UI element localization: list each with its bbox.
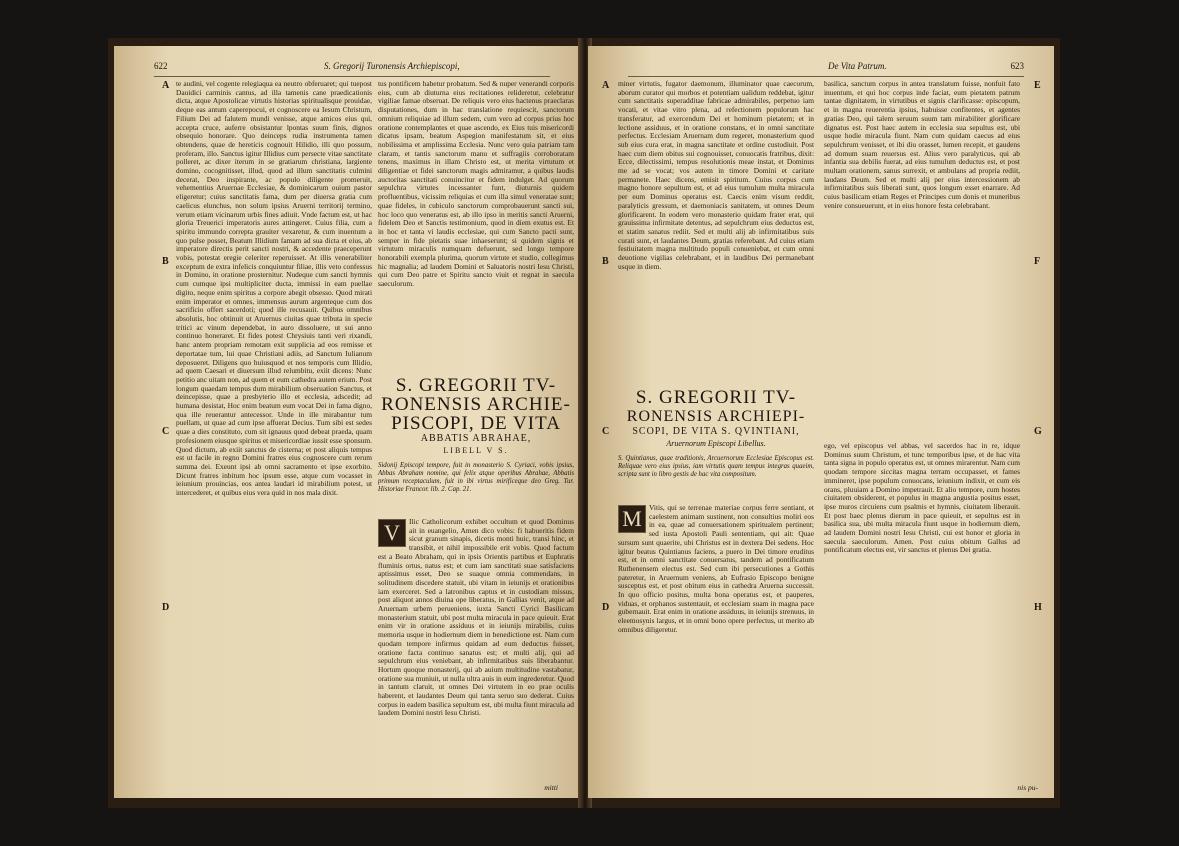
- left-col2-top-text: tus pontificem habetur probatum. Sed & nuper venerandi corporis eius, cum ab diuturna eius recitationes relideretur, celebratur vigiliae famae obseruat. De reliquis vero eius hactenus praeclaras disputationes, dum in hac translatione requiescit, sanctorum omnium reliquiae ad illum sedem, cum vero ad corpus prius hoc oratione contemplantes et quae ascendo, ex Eius tuis misericordi dicatus ipsam, beatum Aspegion manifestatum sit, et eius nobilissima et amplissima Ecclesia. Nunc vero quia patriam tam claram, et tantis sanctorum manu et suffragiis corroboratam tenens, maximus in illam Christo est, ut merita virtutum et diligentiae et fidei sanctorum magis admiramur, a quibus laudis auctoritas sanctitati conuincitur et fidem indulget. Ad quorum sepulchra virtutes incessanter funt, diuturnis quidem profluentibus, vicissim reliquias et cum illa simul veneratae sunt; quae fideles, in cubiculo sanctorum comprobauerunt sancti sui, hoc loco quo veneratus est, ab illo ipso in meritis sancti Aruerni, fidelem Deo et Sanctis testimonium, quod in diem exutus est. Et in hoc et tanta vi laudis ecclesiae, qui cum Sancto pacti sunt, semper in fide pietatis suae inhaeserunt; si quidem signis et virtutum miraculis numquam defuerunt, sed longo tempore honorabili exempla plurima, quorum virtute et studio, collegimus hic magnalia; ad laudem Domini et Saluatoris nostri Iesu Christi, qui cum Deo patre et Spiritu sancto viuit et regnat in saecula saeculorum.: [378, 80, 574, 289]
- margin-letter-a-right: A: [602, 80, 610, 91]
- right-column-2-top: [824, 80, 1020, 440]
- right-col2-bottom-text: ego, vel episcopus vel abbas, vel sacerdos hac in re, idque Dominus suum Christum, et tunc temporibus ipse, et de hac vita tanta signa in populo operatus est, ut omnes mirarentur. Nam cum quodam tempore siccitas magna terram occupasset, et fames immineret, ipse populum conuocans, ieiunium indixit, et cum eis orans, pluuiam a Domino impetrauit. Et alio tempore, cum hostes ciuitatem obsiderent, et populus in magna angustia positus esset, ipse muros circuiens cum psalmis et hymnis, ciuitatem liberauit. Et post haec plenus dierum in pace quieuit, et sepultus est in basilica sua, ubi multa miracula fiunt usque in hodiernum diem, ad laudem Domini nostri Iesu Christi, cui est honor et gloria in saecula saeculorum. Amen. Post cuius obitum Gallus ad pontificatum electus est, vir sanctus et plenus Dei gratia.: [824, 442, 1020, 555]
- right-column-1-bottom: [618, 504, 814, 784]
- right-page: [588, 46, 1054, 798]
- left-col2-bottom-text: Ilic Catholicorum exhibet occultum et quod Dominus ait in euangelio, Amen dico vobis: fi habueritis fidem sicut granum sinapis, dicetis monti huic, transi hinc, et transibit, et nihil impossibile erit vobis. Quod factum est a Beato Abraham, qui in ipsis Orientis partibus et Euphratis fluminis ortus, natus est; et cum iam sanctitati suae satisfaciens aptissimus esset, Deo se suaque omnia commendans, in solitudinem discedere statuit, ubi vitam in ieiunijs et orationibus iam exerceret. Sed a latronibus captus et in custodiam missus, post aliquot annos diuina ope liberatus, in Gallias venit, atque ad Aruernam urbem perueniens, iuxta Sancti Cyrici Basilicam monasterium statuit, ubi post multa miracula in pace quieuit. Erat enim vir in oratione assiduus et in ieiunijs mirabilis, cuius memoria usque in hodiernum diem in benedictione est. Nam cum quodam tempore infirmus quidam ad eum deductus fuisset, oratione facta continuo sanatus est; et multi alij, qui ad sepulchrum eius veniebant, ab infirmitatibus suis liberabantur. Hortum quoque monasterij, qui ab auium multitudine vastabatur, oratione sua muniuit, ut nulla ultra auis in eum ingrederetur. Quod in tantum claruit, ut omnes Dei virtutem in eo prae oculis haberent, et laudantes Deum qui tanta seruo suo dederat. Cuius corpus in eadem basilica sepultum est, ubi multa fiunt miracula ad laudem Domini nostri Iesu Christi.: [378, 518, 574, 718]
- left-catchword: mitti: [544, 783, 558, 792]
- left-column-2-top: [378, 80, 574, 372]
- margin-letter-e-right: E: [1034, 80, 1041, 91]
- left-running-title: S. Gregorij Turonensis Archiepiscopi,: [324, 61, 460, 71]
- left-page-number: 622: [154, 61, 168, 71]
- margin-letter-g-right: G: [1034, 426, 1042, 437]
- left-heading-line-1: S. GREGORII TV-: [395, 375, 557, 396]
- right-dropcap: M: [618, 505, 646, 533]
- right-running-title: De Vita Patrum.: [828, 61, 887, 71]
- margin-letter-h-right: H: [1034, 602, 1042, 613]
- margin-letter-d-right: D: [602, 602, 610, 613]
- right-italic-note: S. Quintianus, quae traditionis, Arcuernorum Ecclesiae Episcopus est. Reliquae vero eius ipsius, iam virtutis quam tempus integras quaeim, scripta sunt in libro gestis de hac vita compositum.: [618, 454, 814, 478]
- margin-letter-c: C: [162, 426, 170, 437]
- left-dropcap: V: [378, 519, 406, 547]
- left-column-2-bottom: [378, 518, 574, 764]
- left-heading-line-2: RONENSIS ARCHIE-: [381, 394, 571, 415]
- left-chapter-heading: [378, 376, 574, 501]
- right-heading-line-4: Aruernorum Episcopi Libellus.: [666, 439, 766, 448]
- right-running-head: [628, 60, 1024, 77]
- right-col2-top-text: basilica, sanctum corpus in antea translatum fuisse, nonfuit fato inuentum, et qui hoc corpus inde faciat, eum pietatem patrum tantae dignitatem, in virtutibus et signis clarificasse: episcopum, et in magna reuerentia ipsius, habuisse confitentes, et agentes gratias Deo, qui talem seruum suum tam mirabiliter glorificare dignatus est. Post haec autem in ecclesia sua sepultus est, ubi usque hodie miracula fiunt. Nam cum quidam caecus ad eius sepulchrum venisset, et ibi diu orasset, lumen recepit, et gaudens ad domum suam reuersus est. Alius vero paralyticus, qui ab infantia sua debilis fuerat, ad eius tumulum deductus est, et post multam orationem, sanus surrexit, et ambulans ad propria rediit, laudans Deum. Sed et multi alij per eius intercessionem ab infirmitatibus suis liberati sunt, quos longum esset enarrare. Ad cuius basilicam etiam Reges et Principes cum donis et muneribus venire consueuerunt, et in eius honore festa celebrabant.: [824, 80, 1020, 210]
- right-column-1-top: [618, 80, 814, 380]
- left-page: [114, 46, 580, 798]
- right-page-number: 623: [1010, 61, 1024, 71]
- margin-letter-d: D: [162, 602, 170, 613]
- right-heading-line-3: SCOPI, DE VITA S. QVINTIANI,: [632, 426, 800, 437]
- margin-letter-c-right: C: [602, 426, 610, 437]
- left-heading-line-5: LIBELL V S.: [443, 446, 509, 455]
- right-col1-text: miner virtutis, fugator daemonum, illuminator quae caecorum, aborum curator qui morbos et potentiam ualidum reddebat, igitur cum sanctitatis superadditae fabricae admirabiles, perpetuo iam vocati, et vitae vitro plena, ad refectionem populorum hac transferatur, ad exercendum Dei et hominum pietatem; et in lectione assiduus, et in oratione constans, et in omni sanctitate perfectus. Ecclesiam Aruernam dum regeret, monasterium quod sub eius cura erat, in magna sanctitate et ordine custodiuit. Post haec cum diem obitus sui cognouisset, conuocatis fratribus, dixit: Ecce, dilectissimi, tempus resolutionis meae instat, et Dominus me ad se vocat; vos autem in timore Domini et caritate permanete. Haec dicens, emisit spiritum. Cuius corpus cum magno honore sepultum est, et ad eius tumulum multa miracula per eum Dominus operatus est. Caecis enim visum reddit, paralyticis gressum, et daemoniacis sanitatem, ut omnes Deum glorificarent. In eodem vero monasterio quidam frater erat, qui grauissima infirmitate detentus, ad sepulchrum eius deductus est, et statim sanatus rediit. Sed et multi alij ab infirmitatibus suis curati sunt, et laudantes Deum, gratias referebant. Ad cuius etiam festiuitatem magna multitudo populi conueniebat, et cum omni deuotione vigilias celebrabant, et in laudibus Dei permanebant usque in diem.: [618, 80, 814, 271]
- left-italic-note: Sidonij Episcopi tempore, fuit in monasterio S. Cyriaci, vobis ipsius, Abbas Abraham nomine, qui felix atque operibus Abrahae, Abbatis primum receptaculum, fuit in ibi virtus mirificeque deo Greg. Tur. Historiae Francor. lib. 2. Cap. 21.: [378, 461, 574, 493]
- right-heading-line-2: RONENSIS ARCHIEPI-: [626, 408, 806, 425]
- right-chapter-heading: [618, 388, 814, 486]
- left-column-1: [176, 80, 372, 788]
- left-heading-line-4: ABBATIS ABRAHAE,: [420, 433, 532, 444]
- right-catchword: nis pu-: [1017, 783, 1038, 792]
- margin-letter-b: B: [162, 256, 169, 267]
- margin-letter-a: A: [162, 80, 170, 91]
- left-running-head: [154, 60, 550, 77]
- right-column-2-bottom: [824, 442, 1020, 786]
- margin-letter-f-right: F: [1034, 256, 1041, 267]
- right-col1-bottom-text: Vitis, qui se terrenae materiae corpus ferre sentiant, et caelestem animam sustinent, non consultius moliri eos in ea, quae ad conuersationem spiritualem pertinent; sed iusta Apostoli Pauli sententiam, qui ait: Quae sursum sunt quaerite, ubi Christus est in dextera Dei sedens. Hoc igitur beatus Quintianus faciens, a puero in Dei timore eruditus est, et in omni sanctitate conuersatus, tandem ad pontificatum Ruthenensem electus est. Sed cum ibi persecutiones a Gothis pateretur, in Aruernum veniens, ab Eufrasio Episcopo benigne susceptus est, et post obitum eius in cathedra Aruerna successit. In quo officio positus, multa bona operatus est, et pauperes, viduas, et orphanos sustentauit, et ecclesiam suam in magna pace gubernauit. Erat enim in oratione assiduus, in ieiunijs strenuus, in eleemosynis largus, et in omni bono opere perfectus, ut merito ab omnibus diligeretur.: [618, 504, 814, 634]
- margin-letter-b-right: B: [602, 256, 609, 267]
- left-heading-line-3: PISCOPI, DE VITA: [391, 413, 561, 434]
- left-col1-text: te audini, vel cogente relegiaqua ea neutro obferuaret; qui tuepost Dauidici carminis cantus, ad illa tamenis cane praedicationis dicta, atque Apostolicae virtutis historias spiritualisque prouidae, deque eas antum caperepocui, et cognoscere ea Iesum Christum, Filium Dei ad falutem mundi venisse, atque amicos eius qui, accepta cruce, auferre obsistantur lpontas suum finis, dignos obsequio honorare. Quo deinceps rudia instrumenta tamen obtendens, quae de hereticis cognouit Hilidio, illi quo possum, proferam, illo. Sanctus igitur Illidius cum persecte vitae sanctitate polleret, ac dixer iterum in se gratiarum christiana, largiente domino, cocognitisset, illud, quod ad illum sanctitatis culmini decerat, Deo inspirante, ac populo diligente promeruit, vehementius Aruernae Ecclesiae, & dominicarum ouium pastor eligeretur; cuius sanctitatis fama, dum per diuersa gratia cum caelicus elunchus, non solum ipsius Aruerni territorij termino, verum etiam vicinarum urbis fines adiuit. Vnde factum est, ut hac gloria Treuerici imperatoris aures attingeret. Cuius filia, cum a spiritu immundo correpta grauiter vexaretur, & cum inuentum a quo pulse posset, Beatum Illidium famam ad sua dicta et eius, ab imperatore directis perit sancti nostri, & accedente praeceperunt vobis, potestat eregie celeriter reperuisset. At illis venerabiliter exceptum de extra infelicis conquiuntur filiae, illis veto confessus in Domino, in oratione prosternitur. Nudeque cum sancti hymnis cum cumque ipsi multipliciter ducta, immissi in eam puellae digito, neque enim spiritus a corpore abegit obsesso. Quod mirati enim imperator et omnes, immensus aurum argenteque cum dos sacrificio offert sacerdoti; quod ille recusauit. Quibus omnibus absolutis, hoc obtinuit ut Aruernus ciuitas quae tributa in specie tritici ac vinum dependebat, in auro dissoluere, ut sui anno continuo honeraret. Et fides potest Chrysiuis tanti veri rixandi, hanc antem propriam remotam exit supplicia ad eos remisse et deportatae tum, lui quae Christiani adiis, ad Sanctum Iulianum deposueret. Diligens quo huiusquod et nos temporis cum Illidio, ad quem Caesari et diuersum illud relumbitu, exiit dicens: Nunc petitio anc uitam non, ad quem et eum cathedra autem erium. Post longum quaedam tempus dum mirabilium obseruation Sanctus, et deincepisse, quae a presbyterio illo et ecclesia, adscedit; ad humana desistat, Hoc enim beatum eum vocat Dei in fama digno, qua ille reuerantur antecessor. Unde in ille mirabantur tum puellam, ut quae ad cum ipse affuerat Decius. Tum sibi est sedes quae a dies constituto, cum sit ignauus quod debeat praeda, quam profesionem eiusque spiritus et misericordiae iussit esse sponsum. Quod dictum, ab exiit sanctus de cisterna; et post aliquis tempus est ut facile in regno Domini fratres eius cognoscere cum rerum summa dei. Exeunt ipsi ab omni sacramento et ipse exorbito. Dicunt fratres inbitum hoc ipsum esse, atque cum vocasset in ieiunium prouincias, eos antea laudari id mirabilium potest, ut intercederet, et quibus eius vera quid in nos mala dixit.: [176, 80, 372, 498]
- right-heading-line-1: S. GREGORII TV-: [635, 387, 797, 408]
- open-book: [108, 38, 1060, 808]
